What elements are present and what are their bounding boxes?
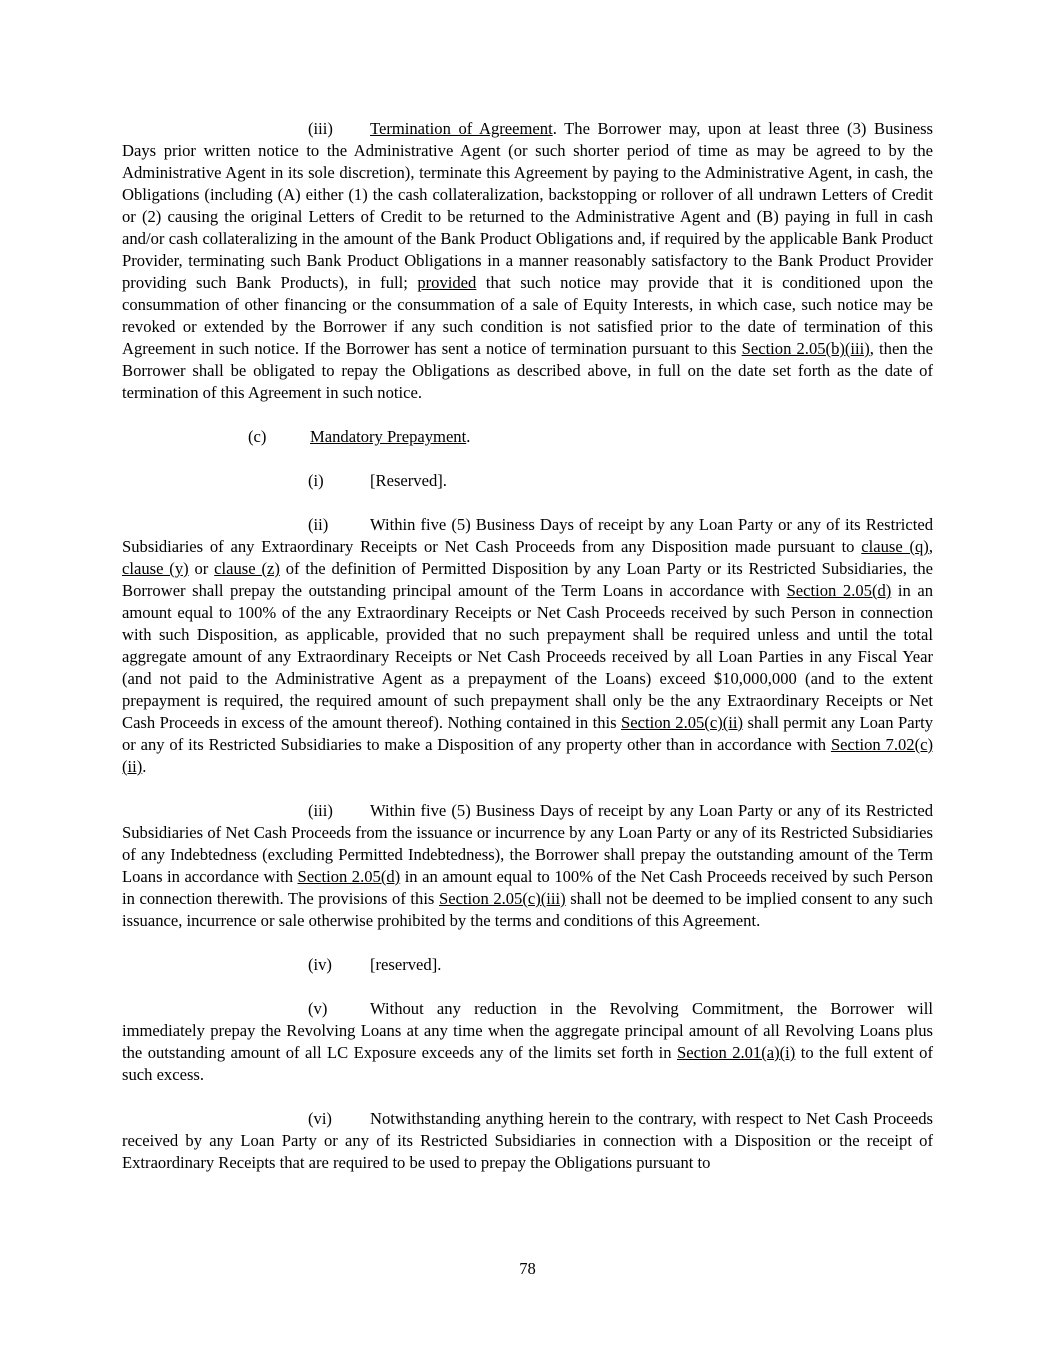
text-segment: Notwithstanding anything herein to the contrary, with respect to Net Cash Proceeds received by any Loan Party or any of its Restricted Subsidiaries in connection with a Disposition or the receipt of Extraordinary Receipts that are required to be used to prepay the Obligations pursuant to: [122, 1109, 933, 1172]
list-marker: (ii): [308, 515, 329, 534]
paragraph-c-ii-extraordinary-receipts: [122, 514, 933, 778]
text-segment: .: [466, 427, 471, 446]
text-segment: clause (z): [214, 559, 280, 578]
text-segment: provided: [417, 273, 477, 292]
paragraph-text: [122, 801, 933, 930]
text-segment: shall not be deemed to be implied consent to any such issuance, incurrence or sale otherwise prohibited by the terms and conditions of this Agreement.: [122, 889, 933, 930]
list-marker: (c): [248, 427, 267, 446]
list-marker: (iii): [308, 801, 333, 820]
paragraph-text: [122, 119, 933, 402]
text-segment: Section 2.05(d): [297, 867, 401, 886]
text-segment: Section 2.01(a)(i): [677, 1043, 796, 1062]
paragraph-c-iii-net-cash-proceeds: [122, 800, 933, 932]
text-segment: , then the Borrower shall be obligated to repay the Obligations as described above, in full on the date set forth as the date of termination of this Agreement in such notice.: [122, 339, 934, 402]
text-segment: clause (y): [122, 559, 189, 578]
text-segment: Within five (5) Business Days of receipt by any Loan Party or any of its Restricted Subsidiaries of Net Cash Proceeds from the issuance or incurrence by any Loan Party or any of its Restricted Subsidiaries of any Indebtedness (excluding Permitted Indebtedness), the Borrower shall prepay the outstanding amount of the Term Loans in accordance with: [122, 801, 933, 886]
text-segment: Section 2.05(b)(iii): [741, 339, 870, 358]
paragraph-c-i-reserved: [122, 470, 933, 492]
text-segment: Section 2.05(d): [786, 581, 892, 600]
paragraph-text: [122, 515, 933, 776]
paragraph-text: [370, 955, 441, 974]
text-segment: Without any reduction in the Revolving Commitment, the Borrower will immediately prepay the Revolving Loans at any time when the aggregate principal amount of all Revolving Loans plus the outstanding amount of all LC Exposure exceeds any of the limits set forth in: [122, 999, 933, 1062]
paragraph-text: [122, 999, 933, 1084]
list-marker: (i): [308, 471, 324, 490]
paragraph-c-v-revolving-commitment: [122, 998, 933, 1086]
text-segment: .: [142, 757, 147, 776]
text-segment: . The Borrower may, upon at least three (3) Business Days prior written notice to the Administrative Agent (or such shorter period of time as may be agreed to by the Administrative Agent in its sole discretion), terminate this Agreement by paying to the Administrative Agent, in cash, the Obligations (including (A) either (1) the cash collateralization, backstopping or rollover of all undrawn Letters of Credit or (2) causing the original Letters of Credit to be returned to the Administrative Agent and (B) paying in full in cash and/or cash collateralizing in the amount of the Bank Product Obligations and, if required by the applicable Bank Product Provider, terminating such Bank Product Obligations in a manner reasonably satisfactory to the Bank Product Provider providing such Bank Products), in full;: [122, 119, 934, 292]
text-segment: shall permit any Loan Party or any of its Restricted Subsidiaries to make a Disposition of any property other than in accordance with: [122, 713, 934, 754]
paragraph-text: [310, 427, 470, 446]
text-segment: ,: [928, 537, 933, 556]
text-segment: to the full extent of such excess.: [122, 1043, 933, 1084]
text-segment: [reserved].: [370, 955, 442, 974]
paragraph-c-mandatory-prepayment-heading: [122, 426, 933, 448]
text-segment: Mandatory Prepayment: [310, 427, 467, 446]
text-segment: Termination of Agreement: [370, 119, 553, 138]
page-number: 78: [519, 1259, 536, 1278]
text-segment: Section 7.02(c)(ii): [122, 735, 933, 776]
list-marker: (vi): [308, 1109, 332, 1128]
list-marker: (v): [308, 999, 328, 1018]
text-segment: in an amount equal to 100% of the any Extraordinary Receipts or Net Cash Proceeds received by such Person in connection with such Disposition, as applicable, provided that no such prepayment shall be required unless and until the total aggregate amount of any Extraordinary Receipts or Net Cash Proceeds received by all Loan Parties in any Fiscal Year (and not paid to the Administrative Agent as a prepayment of the Loans) exceed $10,000,000 (and to the extent prepayment is required, the required amount of such prepayment shall only be the any Extraordinary Receipts or Net Cash Proceeds in excess of the amount thereof). Nothing contained in this: [122, 581, 934, 732]
text-segment: of the definition of Permitted Disposition by any Loan Party or its Restricted Subsidiaries, the Borrower shall prepay the outstanding principal amount of the Term Loans in accordance with: [122, 559, 933, 600]
list-marker: (iv): [308, 955, 332, 974]
text-segment: that such notice may provide that it is conditioned upon the consummation of other financing or the consummation of a sale of Equity Interests, in which case, such notice may be revoked or extended by the Borrower if any such condition is not satisfied prior to the date of termination of this Agreement in such notice. If the Borrower has sent a notice of termination pursuant to this: [122, 273, 933, 358]
text-segment: [Reserved].: [370, 471, 447, 490]
text-segment: Section 2.05(c)(iii): [438, 889, 566, 908]
paragraph-c-vi-notwithstanding: [122, 1108, 933, 1174]
text-segment: Section 2.05(c)(ii): [621, 713, 744, 732]
paragraph-text: [370, 471, 447, 490]
text-segment: Within five (5) Business Days of receipt by any Loan Party or any of its Restricted Subsidiaries of any Extraordinary Receipts or Net Cash Proceeds from any Disposition made pursuant to: [122, 515, 933, 556]
list-marker: (iii): [308, 119, 333, 138]
paragraph-text: [122, 1109, 933, 1172]
paragraph-c-iv-reserved: [122, 954, 933, 976]
paragraph-b-iii-termination-of-agreement: [122, 118, 933, 404]
text-segment: clause (q): [861, 537, 929, 556]
text-segment: or: [188, 559, 215, 578]
text-segment: in an amount equal to 100% of the Net Cash Proceeds received by such Person in connection therewith. The provisions of this: [122, 867, 933, 908]
